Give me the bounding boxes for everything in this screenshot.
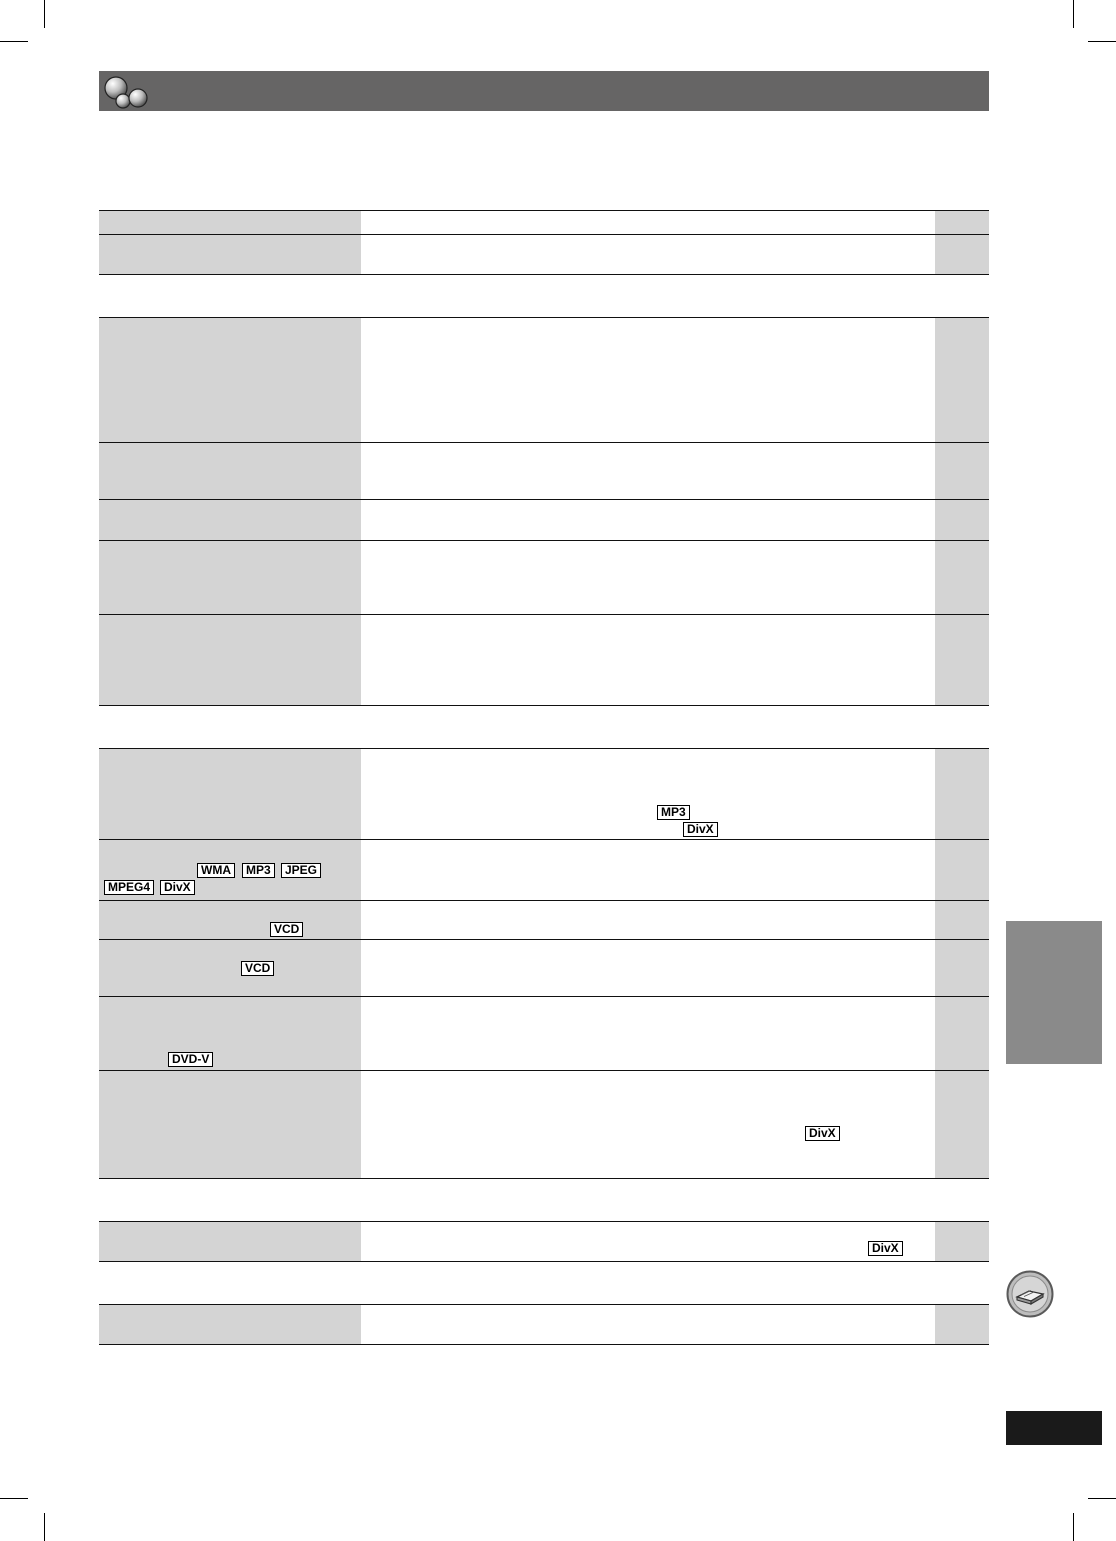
solution-cell: [361, 840, 935, 901]
wma-badge: WMA: [197, 863, 235, 878]
solution-cell: [361, 615, 935, 706]
book-reference-icon: [1006, 1270, 1054, 1318]
solution-cell: [361, 997, 935, 1071]
mpeg4-badge: MPEG4: [104, 880, 154, 895]
solution-cell: [361, 235, 935, 275]
solution-cell: [361, 1305, 935, 1345]
symptom-cell: [99, 901, 361, 940]
divx-badge: DivX: [868, 1241, 903, 1256]
solution-cell: [361, 749, 935, 840]
solution-cell: [361, 940, 935, 997]
crop-mark: [1073, 0, 1074, 28]
symptom-cell: [99, 318, 361, 443]
section-heading-row: [99, 1262, 989, 1305]
page-ref-cell: [935, 318, 989, 443]
vcd-badge: VCD: [241, 961, 274, 976]
page-ref-cell: [935, 615, 989, 706]
page-ref-cell: [935, 443, 989, 500]
table-row: [99, 1222, 989, 1262]
section-heading-row: [99, 275, 989, 318]
table-row: [99, 940, 989, 997]
page-ref-cell: [935, 997, 989, 1071]
page-ref-cell: [935, 211, 989, 235]
troubleshooting-table: [99, 210, 989, 1345]
symptom-cell: [99, 211, 361, 235]
mp3-badge: MP3: [242, 863, 275, 878]
table-row: [99, 235, 989, 275]
page-ref-cell: [935, 840, 989, 901]
symptom-cell: [99, 749, 361, 840]
symptom-cell: [99, 235, 361, 275]
three-spheres-icon: [103, 74, 149, 110]
crop-mark: [1073, 1513, 1074, 1541]
crop-mark: [44, 1513, 45, 1541]
page-ref-cell: [935, 235, 989, 275]
section-tab: [1006, 921, 1102, 1064]
table-row: [99, 211, 989, 235]
crop-mark: [1088, 1498, 1116, 1499]
table-row: [99, 997, 989, 1071]
page-ref-cell: [935, 1305, 989, 1345]
symptom-cell: [99, 940, 361, 997]
vcd-badge: VCD: [270, 922, 303, 937]
header-banner: [99, 71, 989, 111]
solution-cell: [361, 1222, 935, 1262]
divx-badge: DivX: [683, 822, 718, 837]
table-row: [99, 318, 989, 443]
solution-cell: [361, 901, 935, 940]
mp3-badge: MP3: [657, 805, 690, 820]
table-row: [99, 443, 989, 500]
jpeg-badge: JPEG: [281, 863, 321, 878]
table-row: [99, 541, 989, 615]
symptom-cell: [99, 997, 361, 1071]
page-ref-cell: [935, 940, 989, 997]
table-row: [99, 1305, 989, 1345]
solution-cell: [361, 443, 935, 500]
page-ref-cell: [935, 541, 989, 615]
crop-mark: [44, 0, 45, 28]
page-ref-cell: [935, 749, 989, 840]
dvd-v-badge: DVD-V: [168, 1052, 213, 1067]
table-row: [99, 615, 989, 706]
symptom-cell: [99, 541, 361, 615]
table-row: [99, 840, 989, 901]
page-ref-cell: [935, 500, 989, 541]
section-heading-row: [99, 706, 989, 749]
solution-cell: [361, 318, 935, 443]
divx-badge: DivX: [160, 880, 195, 895]
page-ref-cell: [935, 901, 989, 940]
symptom-cell: [99, 1071, 361, 1179]
symptom-cell: [99, 443, 361, 500]
solution-cell: [361, 1071, 935, 1179]
divx-badge: DivX: [805, 1126, 840, 1141]
crop-mark: [0, 1498, 28, 1499]
symptom-cell: [99, 615, 361, 706]
symptom-cell: [99, 1305, 361, 1345]
section-heading-row: [99, 1179, 989, 1222]
page-number-box: [1006, 1411, 1102, 1445]
table-row: [99, 749, 989, 840]
crop-mark: [1088, 41, 1116, 42]
symptom-cell: [99, 840, 361, 901]
page-ref-cell: [935, 1222, 989, 1262]
solution-cell: [361, 211, 935, 235]
table-row: [99, 500, 989, 541]
table-row: [99, 1071, 989, 1179]
table-row: [99, 901, 989, 940]
crop-mark: [0, 41, 28, 42]
solution-cell: [361, 541, 935, 615]
solution-cell: [361, 500, 935, 541]
symptom-cell: [99, 1222, 361, 1262]
symptom-cell: [99, 500, 361, 541]
page-ref-cell: [935, 1071, 989, 1179]
